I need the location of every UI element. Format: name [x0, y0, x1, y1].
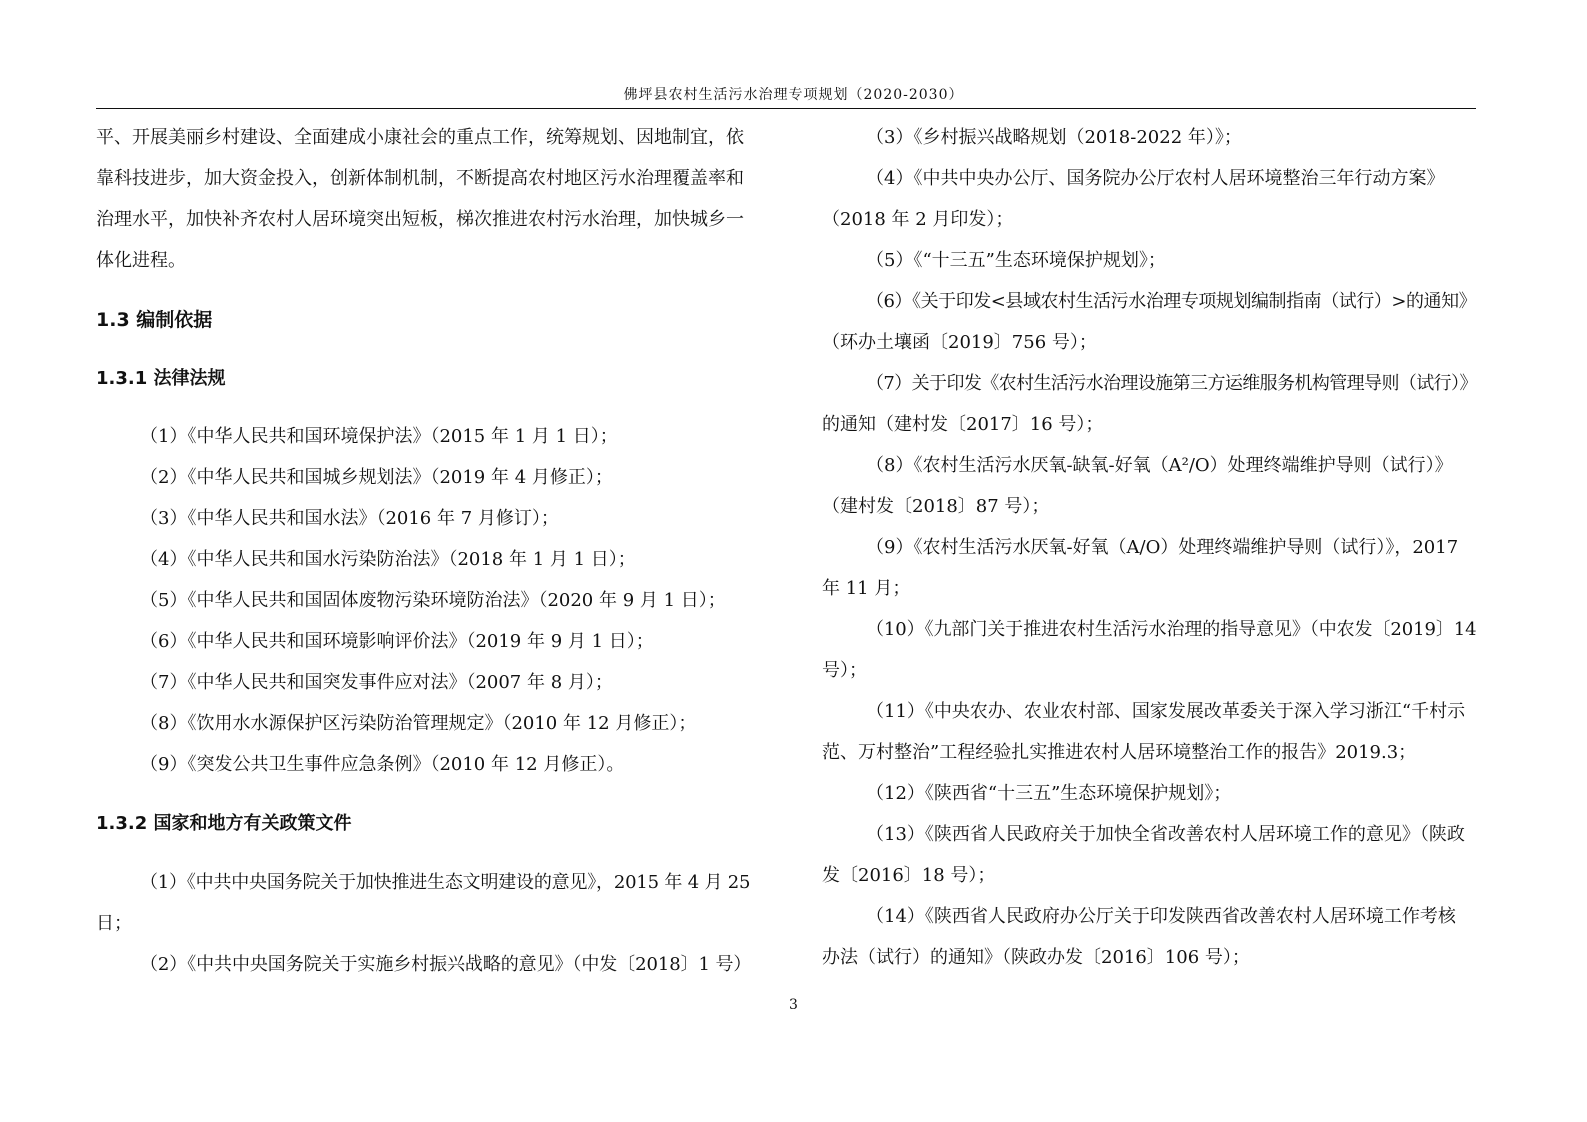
policy-line: 号）； [822, 660, 867, 681]
policy-line: 办法（试行）的通知》（陕政办发〔2016〕106 号）； [822, 947, 1250, 968]
policy-line: （4）《中共中央办公厅、国务院办公厅农村人居环境整治三年行动方案》 [866, 168, 1445, 189]
policy-line: （12）《陕西省“十三五”生态环境保护规划》； [866, 783, 1232, 804]
policy-line: 发〔2016〕18 号）； [822, 865, 996, 886]
law-item: （7）《中华人民共和国突发事件应对法》（2007 年 8 月）； [140, 672, 613, 693]
policy-line: （7）关于印发《农村生活污水治理设施第三方运维服务机构管理导则（试行）》 [866, 373, 1477, 394]
law-item: （5）《中华人民共和国固体废物污染环境防治法》（2020 年 9 月 1 日）； [140, 590, 726, 611]
law-item: （1）《中华人民共和国环境保护法》（2015 年 1 月 1 日）； [140, 426, 618, 447]
policy-line: （6）《关于印发<县域农村生活污水治理专项规划编制指南（试行）>的通知》 [866, 291, 1477, 312]
policy-line: （11）《中央农办、农业农村部、国家发展改革委关于深入学习浙江“千村示 [866, 701, 1466, 722]
policy-line: （环办土壤函〔2019〕756 号）； [822, 332, 1097, 353]
policy-line: 年 11 月； [822, 578, 911, 599]
policy-line: 范、万村整治”工程经验扎实推进农村人居环境整治工作的报告》2019.3； [822, 742, 1417, 763]
law-item: （6）《中华人民共和国环境影响评价法》（2019 年 9 月 1 日）； [140, 631, 654, 652]
law-item: （8）《饮用水水源保护区污染防治管理规定》（2010 年 12 月修正）； [140, 713, 697, 734]
policy-line: （5）《“十三五”生态环境保护规划》； [866, 250, 1166, 271]
policy-line: （13）《陕西省人民政府关于加快全省改善农村人居环境工作的意见》（陕政 [866, 824, 1465, 845]
policy-line: （建村发〔2018〕87 号）； [822, 496, 1050, 517]
section-heading: 1.3 编制依据 [96, 309, 213, 331]
policy-line: （3）《乡村振兴战略规划（2018-2022 年）》； [866, 127, 1242, 148]
intro-line: 平、开展美丽乡村建设、全面建成小康社会的重点工作，统筹规划、因地制宜，依 [96, 127, 744, 148]
subsection-heading-laws: 1.3.1 法律法规 [96, 368, 226, 389]
policy-line: 的通知（建村发〔2017〕16 号）； [822, 414, 1104, 435]
intro-line: 靠科技进步，加大资金投入，创新体制机制，不断提高农村地区污水治理覆盖率和 [96, 168, 744, 189]
header-divider [96, 108, 1476, 109]
header-title: 佛坪县农村生活污水治理专项规划（2020-2030） [623, 87, 964, 103]
policy-line: 日； [96, 913, 132, 934]
law-item: （9）《突发公共卫生事件应急条例》（2010 年 12 月修正）。 [140, 754, 625, 775]
subsection-heading-policies: 1.3.2 国家和地方有关政策文件 [96, 813, 352, 834]
policy-line: （2018 年 2 月印发）； [822, 209, 1014, 230]
policy-line: （10）《九部门关于推进农村生活污水治理的指导意见》（中农发〔2019〕14 [866, 619, 1477, 640]
policy-line: （9）《农村生活污水厌氧-好氧（A/O）处理终端维护导则（试行）》，2017 [866, 537, 1459, 558]
intro-line: 治理水平，加快补齐农村人居环境突出短板，梯次推进农村污水治理，加快城乡一 [96, 209, 744, 230]
law-item: （2）《中华人民共和国城乡规划法》（2019 年 4 月修正）； [140, 467, 613, 488]
law-item: （3）《中华人民共和国水法》（2016 年 7 月修订）； [140, 508, 559, 529]
intro-line: 体化进程。 [96, 250, 186, 271]
policy-line: （14）《陕西省人民政府办公厅关于印发陕西省改善农村人居环境工作考核 [866, 906, 1456, 927]
policy-line: （2）《中共中央国务院关于实施乡村振兴战略的意见》（中发〔2018〕1 号） [140, 954, 752, 975]
page-number: 3 [789, 997, 798, 1013]
policy-line: （8）《农村生活污水厌氧-缺氧-好氧（A²/O）处理终端维护导则（试行）》 [866, 455, 1453, 476]
policy-line: （1）《中共中央国务院关于加快推进生态文明建设的意见》，2015 年 4 月 25 [140, 872, 751, 893]
law-item: （4）《中华人民共和国水污染防治法》（2018 年 1 月 1 日）； [140, 549, 636, 570]
